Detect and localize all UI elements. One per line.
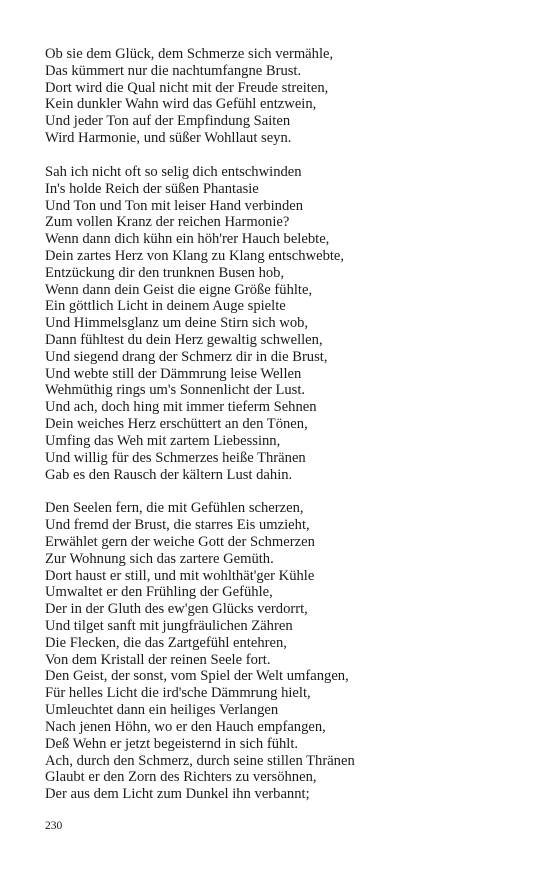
poem-line: Und ach, doch hing mit immer tieferm Sehnen <box>45 399 317 416</box>
poem-line: Nach jenen Höhn, wo er den Hauch empfangen, <box>45 718 326 735</box>
poem-line: Und Himmelsglanz um deine Stirn sich wob, <box>45 315 309 332</box>
poem-line: Deß Wehn er jetzt begeisternd in sich fühlt. <box>45 735 299 752</box>
poem-line: Und fremd der Brust, die starres Eis umzieht, <box>45 517 310 534</box>
stanza-1 <box>45 46 525 147</box>
poem-line: Das kümmert nur die nachtumfangne Brust. <box>45 62 302 79</box>
poem-line: Zum vollen Kranz der reichen Harmonie? <box>45 214 290 231</box>
poem-line: Und willig für des Schmerzes heiße Thränen <box>45 449 306 466</box>
poem-line: Die Flecken, die das Zartgefühl entehren, <box>45 634 287 651</box>
poem-line: Dort haust er still, und mit wohlthät'ger Kühle <box>45 567 315 584</box>
poem-line: Der aus dem Licht zum Dunkel ihn verbannt; <box>45 786 310 803</box>
poem-line: Umfing das Weh mit zartem Liebessinn, <box>45 432 281 449</box>
poem-line: Umwaltet er den Frühling der Gefühle, <box>45 584 273 601</box>
poem-line: Dein weiches Herz erschüttert an den Tönen, <box>45 416 308 433</box>
poem-line: Der in der Gluth des ew'gen Glücks verdorrt, <box>45 601 308 618</box>
poem-line: Und Ton und Ton mit leiser Hand verbinden <box>45 197 304 214</box>
poem-line: Und jeder Ton auf der Empfindung Saiten <box>45 113 291 130</box>
poem-line: Sah ich nicht oft so selig dich entschwinden <box>45 163 302 180</box>
poem-line: Ein göttlich Licht in deinem Auge spielte <box>45 298 286 315</box>
poem-line: Erwählet gern der weiche Gott der Schmerzen <box>45 533 315 550</box>
poem-line: Kein dunkler Wahn wird das Gefühl entzwein, <box>45 96 317 113</box>
poem-line: Dort wird die Qual nicht mit der Freude streiten, <box>45 79 329 96</box>
poem-line: Dann fühltest du dein Herz gewaltig schwellen, <box>45 332 323 348</box>
poem-line: Wehmüthig rings um's Sonnenlicht der Lust. <box>45 382 306 399</box>
poem-line: Wenn dann dich kühn ein höh'rer Hauch belebte, <box>45 231 330 248</box>
poem-line: Zur Wohnung sich das zartere Gemüth. <box>45 550 274 567</box>
poem-line: Und siegend drang der Schmerz dir in die Brust, <box>45 348 328 365</box>
poem-line: Ach, durch den Schmerz, durch seine stillen Thränen <box>45 752 355 769</box>
poem-line: Von dem Kristall der reinen Seele fort. <box>45 651 271 668</box>
poem-line: Wenn dann dein Geist die eigne Größe fühlte, <box>45 281 313 298</box>
poem-page <box>45 46 525 820</box>
poem-line: Glaubt er den Zorn des Richters zu versöhnen, <box>45 769 317 786</box>
poem-line: Und tilget sanft mit jungfräulichen Zähren <box>45 618 293 634</box>
poem-line: Umleuchtet dann ein heiliges Verlangen <box>45 702 279 719</box>
stanza-2 <box>45 164 525 483</box>
poem-line: Und webte still der Dämmrung leise Wellen <box>45 365 302 382</box>
poem-line: Für helles Licht die ird'sche Dämmrung hielt, <box>45 685 311 702</box>
page-number: 230 <box>45 820 63 832</box>
poem-line: Ob sie dem Glück, dem Schmerze sich vermähle, <box>45 46 334 62</box>
poem-line: Entzückung dir den trunknen Busen hob, <box>45 264 285 281</box>
poem-line: Den Geist, der sonst, vom Spiel der Welt umfangen, <box>45 668 349 685</box>
poem-line: Den Seelen fern, die mit Gefühlen scherzen, <box>45 500 304 517</box>
poem-line: Gab es den Rausch der kältern Lust dahin. <box>45 466 293 483</box>
poem-line: Wird Harmonie, und süßer Wohllaut seyn. <box>45 130 292 147</box>
stanza-3 <box>45 500 525 803</box>
poem-line: In's holde Reich der süßen Phantasie <box>45 180 259 197</box>
poem-line: Dein zartes Herz von Klang zu Klang entschwebte, <box>45 247 345 264</box>
